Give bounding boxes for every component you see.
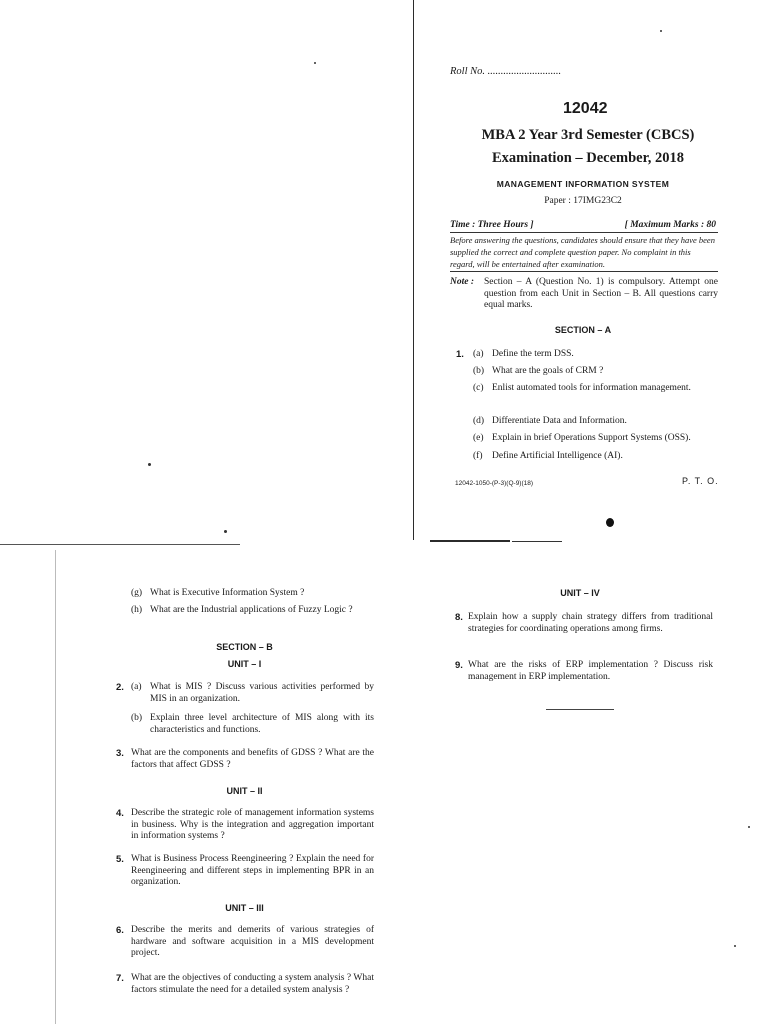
question-number: 2. bbox=[116, 682, 124, 693]
note-label: Note : bbox=[450, 277, 475, 287]
footer-code: 12042-1050-(P-3)(Q-9)(18) bbox=[455, 480, 534, 487]
q1-part-label: (a) bbox=[473, 349, 484, 359]
question-part-text: What is MIS ? Discuss various activities performed by MIS in an organization. bbox=[150, 682, 374, 704]
question-part-label: (b) bbox=[131, 713, 143, 723]
question-part-text: Explain three level architecture of MIS along with its characteristics and functions. bbox=[150, 713, 374, 735]
q1-part-text: What are the Industrial applications of Fuzzy Logic ? bbox=[150, 605, 353, 615]
question-text: Describe the merits and demerits of various strategies of hardware and software acquisition in a MIS development project. bbox=[131, 925, 374, 958]
q1-part-label: (f) bbox=[473, 451, 483, 461]
unit-heading: UNIT – II bbox=[226, 786, 263, 796]
unit-heading: UNIT – I bbox=[227, 659, 262, 669]
question-number: 9. bbox=[455, 660, 463, 671]
question-text: What is Business Process Reengineering ? Explain the need for Reengineering and different steps in implementing BPR in an organization. bbox=[131, 854, 374, 887]
q1-part-label: (h) bbox=[131, 605, 143, 615]
scan-speck bbox=[748, 826, 750, 828]
scan-speck bbox=[224, 530, 227, 533]
q1-part-text: Differentiate Data and Information. bbox=[492, 416, 627, 426]
scan-speck bbox=[148, 463, 151, 466]
question-number: 4. bbox=[116, 808, 124, 819]
scan-speck bbox=[314, 62, 316, 64]
section-b-heading: SECTION – B bbox=[216, 642, 273, 652]
question-number: 5. bbox=[116, 854, 124, 865]
question-number: 3. bbox=[116, 748, 124, 759]
fold-dash bbox=[512, 541, 562, 542]
q1-part-text: What is Executive Information System ? bbox=[150, 588, 305, 598]
paper-code: 12042 bbox=[563, 100, 608, 117]
end-rule bbox=[546, 709, 614, 710]
roll-number-field: Roll No. ............................ bbox=[450, 66, 562, 77]
unit-heading: UNIT – IV bbox=[560, 588, 600, 598]
page-fold-horizontal-right bbox=[430, 540, 510, 542]
q1-part-label: (e) bbox=[473, 433, 484, 443]
q1-part-text: What are the goals of CRM ? bbox=[492, 366, 604, 376]
exam-title: MBA 2 Year 3rd Semester (CBCS) bbox=[481, 127, 695, 143]
question-number: 1. bbox=[456, 349, 464, 360]
left-margin-line bbox=[55, 550, 56, 1024]
exam-session: Examination – December, 2018 bbox=[492, 150, 684, 166]
question-text: What are the components and benefits of GDSS ? What are the factors that affect GDSS ? bbox=[131, 748, 374, 770]
q1-part-text: Define Artificial Intelligence (AI). bbox=[492, 451, 623, 461]
q1-part-label: (d) bbox=[473, 416, 485, 426]
question-number: 7. bbox=[116, 973, 124, 984]
scan-speck bbox=[734, 945, 736, 947]
q1-part-text: Explain in brief Operations Support Systems (OSS). bbox=[492, 433, 691, 443]
candidate-instructions: Before answering the questions, candidates should ensure that they have been supplied the correct and complete question paper. No complaint in this regard, will be entertained after examination. bbox=[450, 235, 715, 269]
question-number: 6. bbox=[116, 925, 124, 936]
unit-heading: UNIT – III bbox=[225, 903, 264, 913]
question-part-label: (a) bbox=[131, 682, 142, 692]
subject-title: MANAGEMENT INFORMATION SYSTEM bbox=[496, 179, 670, 189]
note-text: Section – A (Question No. 1) is compulsory. Attempt one question from each Unit in Section – B. All questions carry equal marks. bbox=[484, 277, 718, 310]
section-a-heading: SECTION – A bbox=[554, 325, 612, 335]
question-text: Describe the strategic role of management information systems in business. Why is the integration and aggregation important in information systems ? bbox=[131, 808, 374, 841]
q1-part-label: (g) bbox=[131, 588, 143, 598]
question-text: What are the risks of ERP implementation ? Discuss risk management in ERP implementation. bbox=[468, 660, 713, 682]
maximum-marks: [ Maximum Marks : 80 bbox=[624, 220, 716, 230]
q1-part-label: (c) bbox=[473, 383, 484, 393]
time-allowed: Time : Three Hours ] bbox=[450, 220, 534, 230]
question-text: What are the objectives of conducting a system analysis ? What factors stimulate the need for a detailed system analysis ? bbox=[131, 973, 374, 995]
q1-part-label: (b) bbox=[473, 366, 485, 376]
q1-part-text: Define the term DSS. bbox=[492, 349, 574, 359]
instructions-rule bbox=[450, 271, 718, 272]
paper-id: Paper : 17IMG23C2 bbox=[544, 196, 622, 206]
q1-part-text: Enlist automated tools for information management. bbox=[492, 383, 691, 393]
page-fold-horizontal-left bbox=[0, 544, 240, 545]
header-rule bbox=[450, 232, 718, 233]
pto-label: P. T. O. bbox=[682, 476, 719, 486]
question-text: Explain how a supply chain strategy differs from traditional strategies for coordinating operations among firms. bbox=[468, 612, 713, 634]
scan-speck bbox=[660, 30, 662, 32]
note-block bbox=[450, 277, 718, 312]
page-fold-vertical bbox=[413, 0, 414, 540]
scan-blot bbox=[606, 518, 614, 527]
question-number: 8. bbox=[455, 612, 463, 623]
